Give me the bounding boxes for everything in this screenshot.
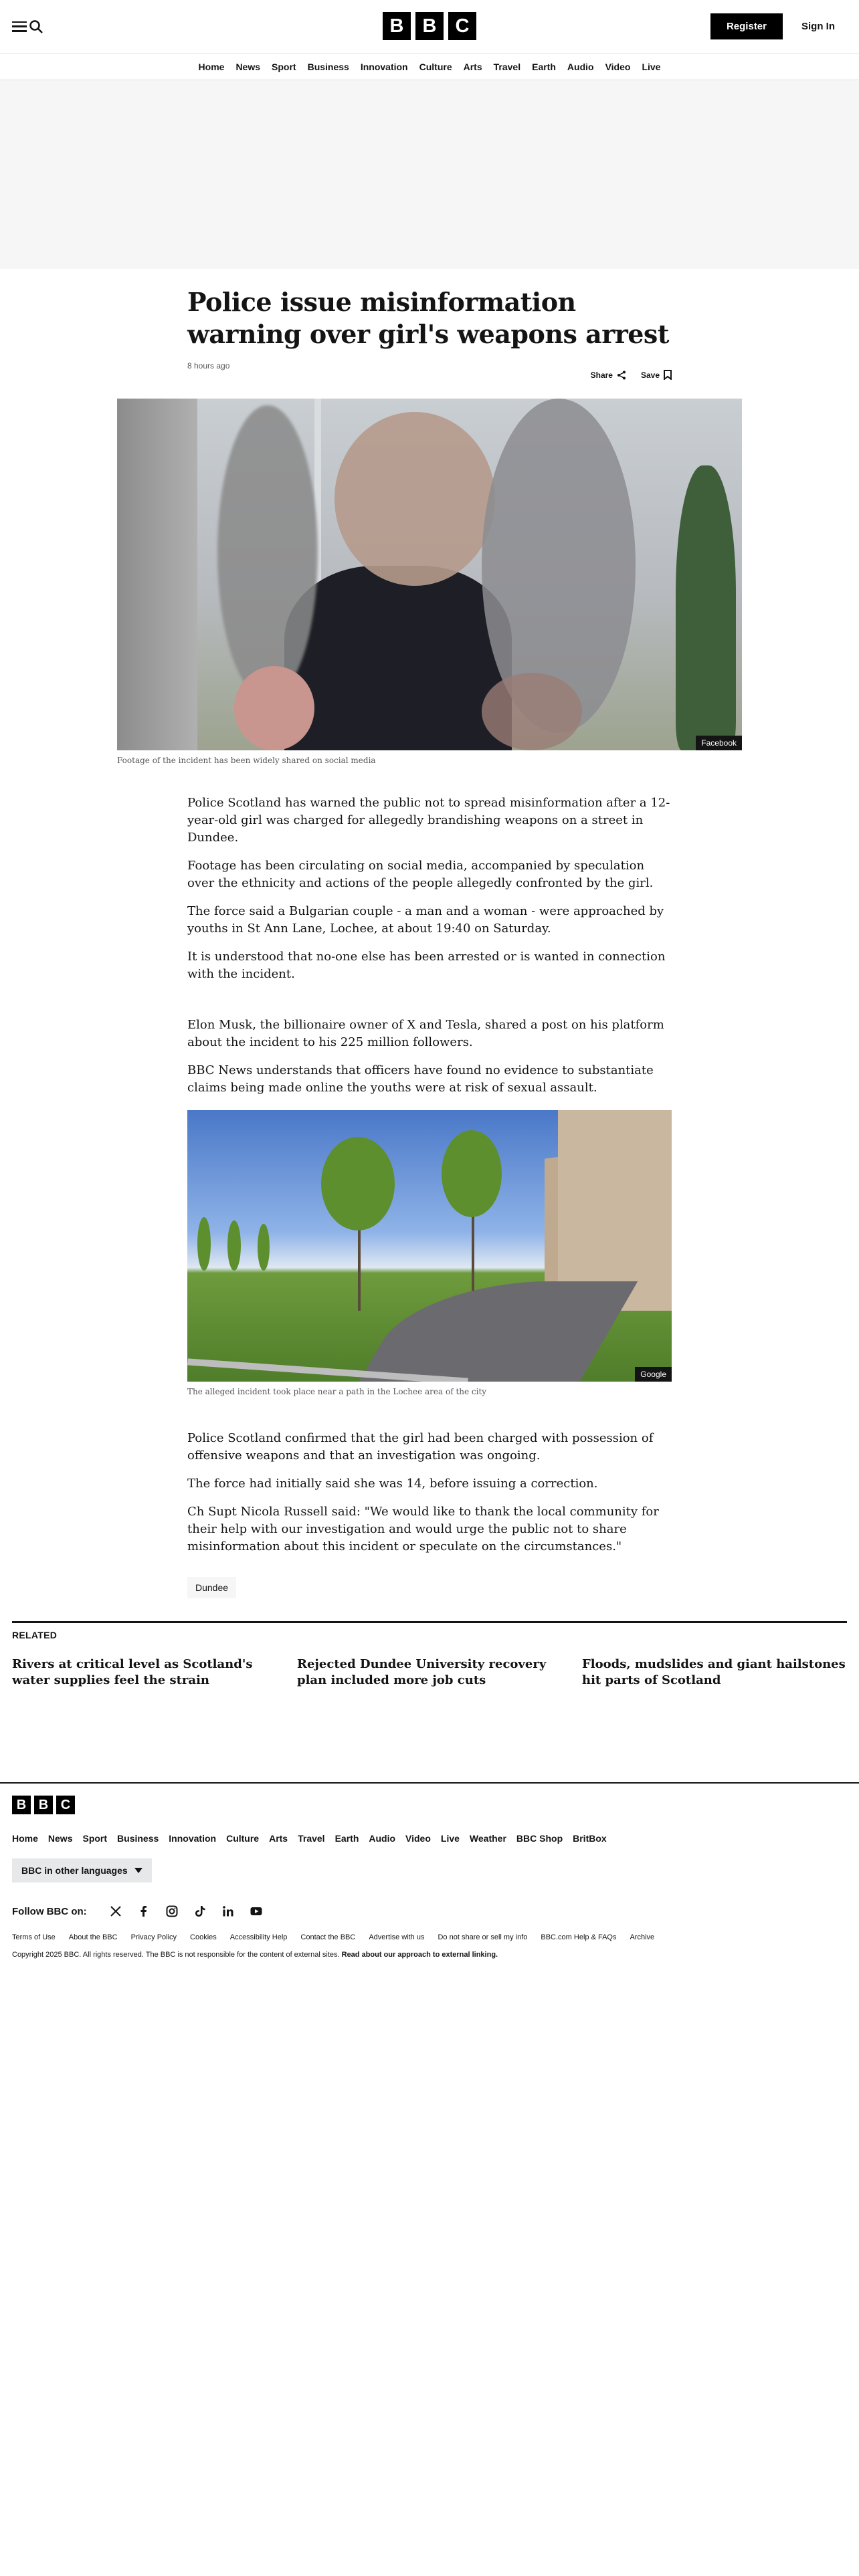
footer-link[interactable]: Business bbox=[117, 1833, 159, 1844]
legal-link[interactable]: Cookies bbox=[190, 1933, 217, 1941]
paragraph: BBC News understands that officers have found no evidence to substantiate claims being made online the youths were at risk of sexual assault. bbox=[187, 1063, 654, 1095]
external-linking-link[interactable]: Read about our approach to external linking. bbox=[341, 1951, 498, 1959]
nav-item-audio[interactable]: Audio bbox=[567, 61, 594, 72]
logo-letter: C bbox=[56, 1796, 75, 1814]
logo-letter: B bbox=[415, 12, 444, 40]
image-caption: Footage of the incident has been widely shared on social media bbox=[117, 756, 376, 765]
legal-link[interactable]: Do not share or sell my info bbox=[438, 1933, 528, 1941]
nav-item-travel[interactable]: Travel bbox=[493, 61, 521, 72]
footer-nav bbox=[12, 1833, 847, 1844]
article-body bbox=[187, 794, 672, 1598]
share-icon bbox=[617, 370, 626, 380]
street-image bbox=[187, 1110, 672, 1382]
footer-link[interactable]: News bbox=[47, 1833, 73, 1844]
paragraph: Police Scotland confirmed that the girl had been charged with possession of offensive weapons and that an investigation was ongoing. bbox=[187, 1431, 654, 1463]
save-button[interactable] bbox=[641, 370, 672, 380]
tiktok-icon[interactable] bbox=[194, 1905, 206, 1917]
topic-tag[interactable]: Dundee bbox=[187, 1577, 236, 1598]
footer-link[interactable]: Earth bbox=[335, 1833, 359, 1844]
legal-link[interactable]: Privacy Policy bbox=[130, 1933, 177, 1941]
footer-link[interactable]: Live bbox=[440, 1833, 460, 1844]
nav-item-innovation[interactable]: Innovation bbox=[360, 61, 408, 72]
logo-letter: B bbox=[12, 1796, 31, 1814]
legal-link[interactable]: Archive bbox=[630, 1933, 655, 1941]
sign-in-link[interactable]: Sign In bbox=[801, 21, 835, 32]
search-icon[interactable] bbox=[28, 19, 44, 35]
share-save-group bbox=[591, 370, 672, 380]
bookmark-icon bbox=[664, 370, 672, 380]
save-label: Save bbox=[640, 370, 660, 380]
logo-letter: B bbox=[383, 12, 411, 40]
menu-icon[interactable] bbox=[12, 21, 27, 32]
related-link[interactable]: Rejected Dundee University recovery plan included more job cuts bbox=[297, 1657, 547, 1687]
nav-item-arts[interactable]: Arts bbox=[463, 61, 482, 72]
footer-bbc-logo[interactable] bbox=[12, 1796, 847, 1814]
footer-link[interactable]: Audio bbox=[369, 1833, 396, 1844]
footer-link[interactable]: Travel bbox=[298, 1833, 325, 1844]
caret-down-icon bbox=[134, 1868, 142, 1873]
legal-link[interactable]: BBC.com Help & FAQs bbox=[541, 1933, 617, 1941]
related-list bbox=[12, 1656, 847, 1689]
legal-link[interactable]: Terms of Use bbox=[12, 1933, 56, 1941]
x-icon[interactable] bbox=[110, 1905, 122, 1917]
hero-bg-tree bbox=[676, 465, 736, 750]
legal-link[interactable]: Accessibility Help bbox=[229, 1933, 288, 1941]
facebook-icon[interactable] bbox=[138, 1905, 150, 1917]
footer-link[interactable]: Innovation bbox=[169, 1833, 217, 1844]
footer-link[interactable]: Sport bbox=[82, 1833, 108, 1844]
nav-item-earth[interactable]: Earth bbox=[532, 61, 556, 72]
footer-link[interactable]: Home bbox=[12, 1833, 38, 1844]
logo-letter: B bbox=[34, 1796, 53, 1814]
copyright bbox=[12, 1951, 847, 1959]
paragraph: Elon Musk, the billionaire owner of X and Tesla, shared a post on his platform about the incident to his 225 million followers. bbox=[187, 1018, 664, 1049]
footer-link[interactable]: Video bbox=[405, 1833, 431, 1844]
advert-slot bbox=[0, 80, 859, 269]
instagram-icon[interactable] bbox=[166, 1905, 178, 1917]
nav-item-business[interactable]: Business bbox=[307, 61, 349, 72]
bbc-logo[interactable] bbox=[383, 12, 476, 40]
footer-link[interactable]: Arts bbox=[269, 1833, 288, 1844]
menu-search-group[interactable] bbox=[12, 19, 44, 35]
header-actions bbox=[710, 13, 847, 39]
image-credit: Google bbox=[635, 1367, 672, 1382]
article-meta bbox=[187, 360, 672, 380]
legal-link[interactable]: Contact the BBC bbox=[300, 1933, 356, 1941]
nav-item-news[interactable]: News bbox=[235, 61, 261, 72]
street-bg-tree bbox=[442, 1130, 502, 1217]
legal-link[interactable]: About the BBC bbox=[68, 1933, 118, 1941]
nav-item-video[interactable]: Video bbox=[605, 61, 631, 72]
nav-item-live[interactable]: Live bbox=[642, 61, 661, 72]
footer-link[interactable]: Culture bbox=[226, 1833, 260, 1844]
hero-blur-face bbox=[335, 412, 495, 586]
footer-link[interactable]: BritBox bbox=[573, 1833, 607, 1844]
street-bg-tree bbox=[258, 1224, 270, 1271]
paragraph: Police Scotland has warned the public not to spread misinformation after a 12-year-old girl was charged for allegedly brandishing weapons on a street in Dundee. bbox=[187, 796, 670, 845]
follow-bar bbox=[12, 1905, 847, 1917]
register-button[interactable]: Register bbox=[710, 13, 783, 39]
follow-label: Follow BBC on: bbox=[12, 1905, 87, 1917]
hero-hand bbox=[234, 666, 314, 750]
main-nav bbox=[0, 53, 859, 80]
image-caption: The alleged incident took place near a path in the Lochee area of the city bbox=[187, 1387, 487, 1396]
related-section bbox=[12, 1621, 847, 1689]
footer bbox=[0, 1782, 859, 1959]
nav-item-home[interactable]: Home bbox=[198, 61, 225, 72]
copyright-text: Copyright 2025 BBC. All rights reserved. The BBC is not responsible for the content of external sites. bbox=[12, 1951, 340, 1959]
related-heading: RELATED bbox=[12, 1630, 58, 1640]
nav-item-culture[interactable]: Culture bbox=[419, 61, 452, 72]
street-bg-building bbox=[558, 1110, 672, 1311]
street-bg-tree bbox=[227, 1220, 241, 1271]
paragraph: The force said a Bulgarian couple - a man and a woman - were approached by youths in St Ann Lane, Lochee, at about 19:40 on Saturday. bbox=[187, 904, 664, 936]
street-bg-path bbox=[359, 1281, 638, 1382]
hero-blurred-figure bbox=[284, 566, 512, 750]
street-bg-tree bbox=[197, 1217, 211, 1271]
linkedin-icon[interactable] bbox=[222, 1905, 234, 1917]
footer-link[interactable]: BBC Shop bbox=[516, 1833, 563, 1844]
share-button[interactable] bbox=[591, 370, 626, 380]
image-credit: Facebook bbox=[696, 736, 742, 750]
nav-item-sport[interactable]: Sport bbox=[272, 61, 296, 72]
related-link[interactable]: Floods, mudslides and giant hailstones hit parts of Scotland bbox=[582, 1657, 846, 1687]
youtube-icon[interactable] bbox=[250, 1905, 262, 1917]
related-link[interactable]: Rivers at critical level as Scotland's water supplies feel the strain bbox=[12, 1657, 253, 1687]
street-bg-tree bbox=[321, 1137, 395, 1230]
other-languages-label: BBC in other languages bbox=[21, 1865, 128, 1876]
other-languages-button[interactable] bbox=[12, 1858, 152, 1883]
hero-image bbox=[117, 399, 742, 750]
paragraph: The force had initially said she was 14, before issuing a correction. bbox=[187, 1477, 598, 1491]
hero-blur-region bbox=[217, 405, 318, 700]
logo-letter: C bbox=[448, 12, 476, 40]
share-label: Share bbox=[590, 370, 613, 380]
hero-bg-wall bbox=[117, 399, 197, 750]
footer-link[interactable]: Weather bbox=[469, 1833, 506, 1844]
timestamp: 8 hours ago bbox=[187, 361, 230, 370]
article bbox=[187, 286, 672, 380]
top-bar bbox=[0, 0, 859, 53]
page-title: Police issue misinformation warning over girl's weapons arrest bbox=[187, 287, 669, 349]
legal-link[interactable]: Advertise with us bbox=[369, 1933, 425, 1941]
paragraph: It is understood that no-one else has been arrested or is wanted in connection with the incident. bbox=[187, 950, 666, 981]
paragraph: Footage has been circulating on social media, accompanied by speculation over the ethnicity and actions of the people allegedly confronted by the girl. bbox=[187, 859, 654, 890]
legal-links bbox=[12, 1933, 847, 1941]
hero-hand bbox=[482, 673, 582, 750]
paragraph: Ch Supt Nicola Russell said: "We would like to thank the local community for their help with our investigation and would urge the public not to share misinformation about this incident or speculate on the circumstances." bbox=[187, 1505, 659, 1553]
